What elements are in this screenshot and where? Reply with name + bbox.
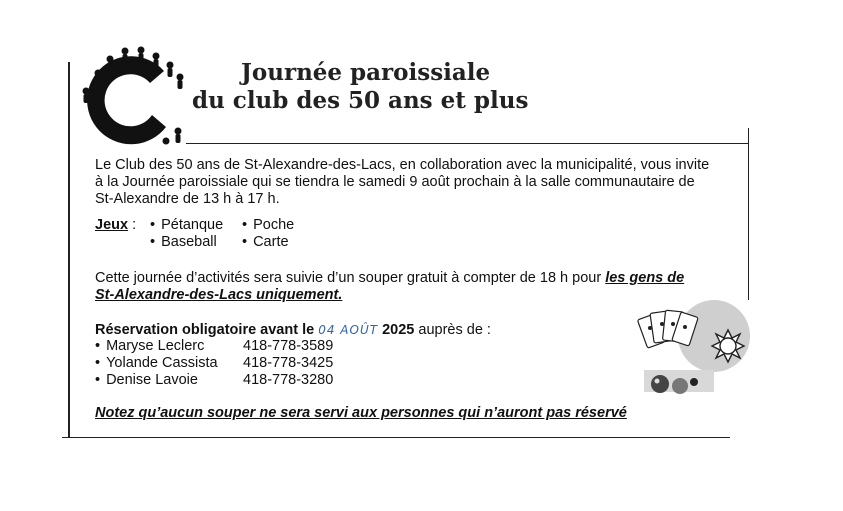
title-line2: du club des 50 ans et plus: [192, 87, 529, 114]
game-item-petanque: • Pétanque: [150, 217, 223, 234]
games-label-row: [95, 217, 136, 234]
reservation-prefix: Réservation obligatoire avant le: [95, 322, 315, 338]
game-item-carte: • Carte: [242, 234, 289, 251]
games-label: Jeux: [95, 217, 129, 233]
title-line1: Journée paroissiale: [241, 59, 491, 86]
contact-phone: 418-778-3280: [243, 372, 334, 388]
supper-line1: Cette journée d’activités sera suivie d’un souper gratuit à compter de 18 h pour les gens de: [95, 270, 685, 286]
frame-bottom-line: [62, 437, 730, 438]
club-logo-icon: [78, 43, 190, 153]
games-colon: :: [132, 217, 137, 233]
cards-sun-petanque-clipart-icon: [636, 294, 752, 408]
frame-left-line: [68, 62, 70, 438]
contact-name: • Maryse Leclerc: [95, 338, 204, 355]
supper-line2: St-Alexandre-des-Lacs uniquement.: [95, 287, 343, 303]
contact-name: • Yolande Cassista: [95, 355, 218, 372]
game-item-poche: • Poche: [242, 217, 294, 234]
handwritten-date: 04 AOÛT: [318, 323, 379, 337]
reservation-year: 2025: [382, 322, 415, 338]
notice-text: Notez qu’aucun souper ne sera servi aux personnes qui n’auront pas réservé: [95, 405, 627, 421]
intro-line1: Le Club des 50 ans de St-Alexandre-des-Lacs, en collaboration avec la municipalité, vous invite: [95, 157, 710, 173]
contact-phone: 418-778-3425: [243, 355, 334, 371]
game-item-baseball: • Baseball: [150, 234, 217, 251]
intro-line3: St-Alexandre de 13 h à 17 h.: [95, 191, 280, 207]
intro-line2: à la Journée paroissiale qui se tiendra le samedi 9 août prochain à la salle communautaire de: [95, 174, 695, 190]
reservation-line: [95, 322, 491, 339]
contact-name: • Denise Lavoie: [95, 372, 198, 389]
frame-top-line: [186, 143, 749, 144]
contact-phone: 418-778-3589: [243, 338, 334, 354]
supper-emph-1: les gens de: [605, 270, 685, 286]
reservation-suffix: auprès de :: [418, 322, 491, 338]
frame-right-line: [748, 128, 749, 300]
